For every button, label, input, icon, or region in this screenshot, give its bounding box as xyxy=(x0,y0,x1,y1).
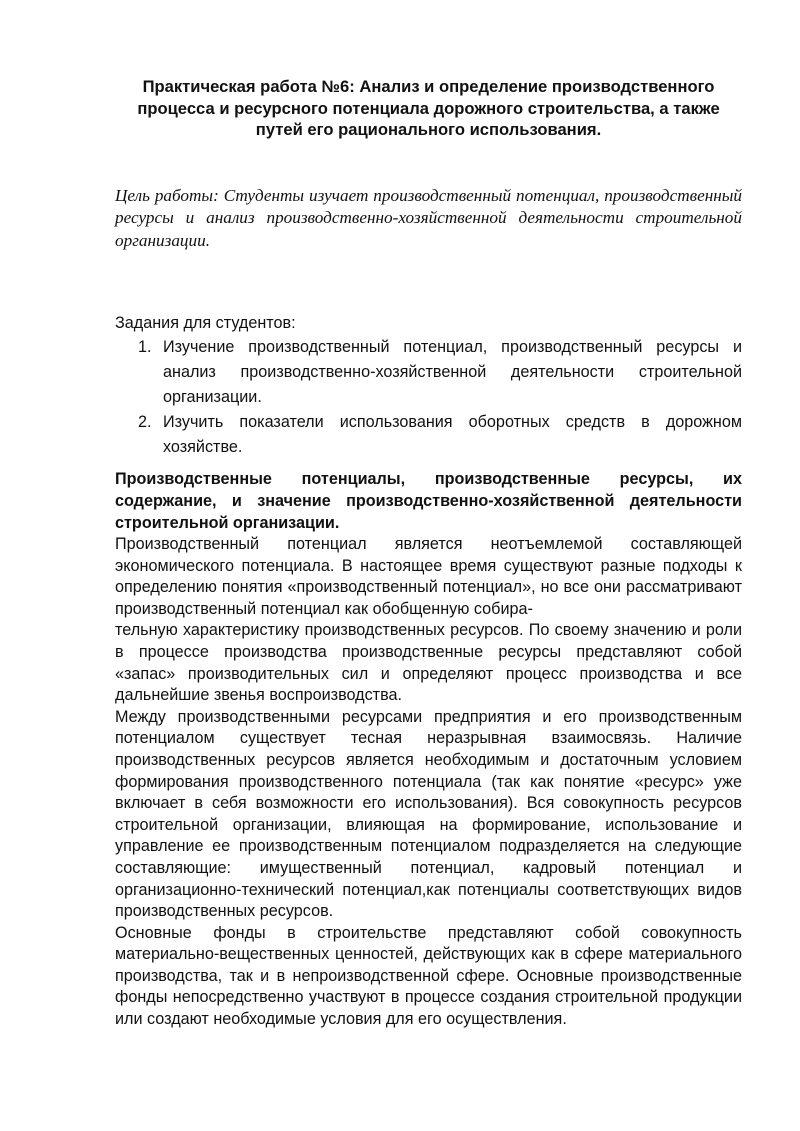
task-text: Изучение производственный потенциал, производственный ресурсы и анализ производственно-хозяйственной деятельности строительной организации. xyxy=(163,338,742,406)
title-line-3: путей его рационального использования. xyxy=(255,120,602,139)
document-title xyxy=(115,76,742,141)
paragraph-3: Между производственными ресурсами предприятия и его производственным потенциалом существует тесная неразрывная взаимосвязь. Наличие производственных ресурсов является необходимым и достаточным условием формирования производственного потенциала (так как понятие «ресурс» уже включает в себя возможности его использования). Вся совокупность ресурсов строительной организации, влияющая на формирование, использование и управление ее производственным потенциалом подразделяется на следующие составляющие: имущественный потенциал, кадровый потенциал и организационно-технический потенциал,как потенциалы соответствующих видов производственных ресурсов. xyxy=(115,707,742,921)
task-item-2 xyxy=(115,410,742,460)
task-item-1 xyxy=(115,335,742,410)
tasks-label: Задания для студентов: xyxy=(115,314,296,332)
title-line-1: Практическая работа №6: Анализ и определение производственного xyxy=(142,77,715,96)
task-list xyxy=(115,335,742,460)
paragraph-1: Производственный потенциал является неотъемлемой составляющей экономического потенциала. В настоящее время существуют разные подходы к определению понятия «производственный потенциал», но все они рассматривают производственный потенциал как обобщенную собира- xyxy=(115,535,742,618)
paragraph-4: Основные фонды в строительстве представляют собой совокупность материально-вещественных ценностей, действующих как в сфере материального производства, так и в непроизводственной сфере. Основные производственные фонды непосредственно участвуют в процессе создания строительной продукции или создают необходимые условия для его осуществления. xyxy=(115,923,742,1029)
section-header: Производственные потенциалы, производственные ресурсы, их содержание, и значение производственно-хозяйственной деятельности строительной организации. xyxy=(115,470,742,532)
task-number: 2. xyxy=(138,413,152,431)
task-text: Изучить показатели использования оборотных средств в дорожном хозяйстве. xyxy=(163,413,742,456)
work-goal: Цель работы: Студенты изучает производственный потенциал, производственный ресурсы и анализ производственно-хозяйственной деятельности строительной организации. xyxy=(115,185,742,250)
title-line-2: процесса и ресурсного потенциала дорожного строительства, а также xyxy=(137,98,720,118)
task-number: 1. xyxy=(138,338,152,356)
paragraph-2: тельную характеристику производственных ресурсов. По своему значению и роли в процессе производства производственные ресурсы представляют собой «запас» производительных сил и определяют процесс производства и все дальнейшие звенья воспроизводства. xyxy=(115,621,742,705)
